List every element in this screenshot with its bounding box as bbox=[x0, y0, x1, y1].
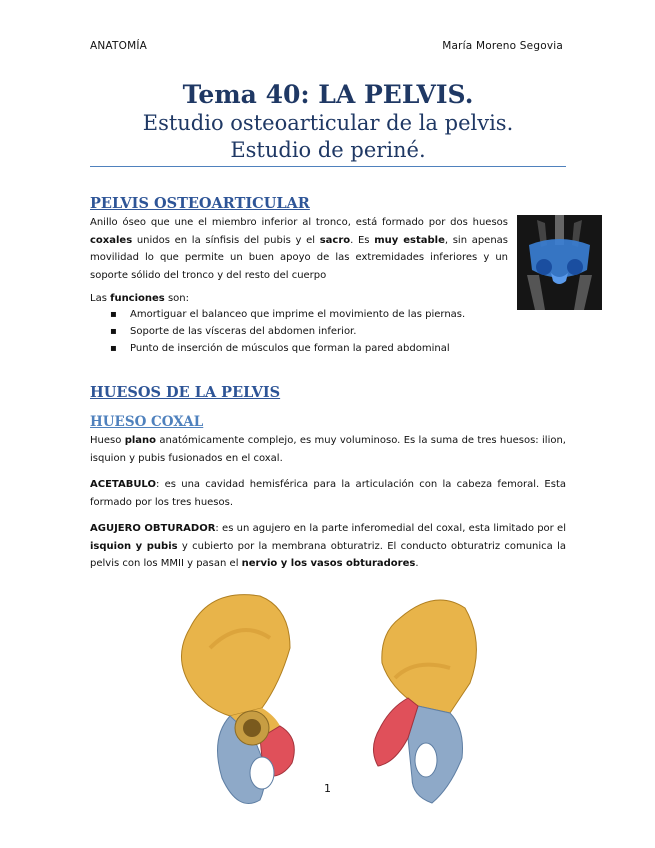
page-subtitle-2: Estudio de periné. bbox=[230, 138, 426, 162]
page-subtitle-1: Estudio osteoarticular de la pelvis. bbox=[142, 111, 514, 135]
page-title: Tema 40: LA PELVIS. bbox=[182, 80, 474, 109]
coxal-medial-view bbox=[373, 600, 476, 803]
paragraph-coxal: Hueso plano anatómicamente complejo, es muy voluminoso. Es la suma de tres huesos: ilion, isquion y pubis fusionados en el coxal. bbox=[90, 435, 566, 464]
title-block bbox=[90, 80, 566, 164]
coxal-lateral-view bbox=[181, 595, 294, 804]
running-header-left: ANATOMÍA bbox=[90, 40, 148, 52]
pelvis-xray-image bbox=[517, 215, 602, 310]
paragraph-acetabulo: ACETABULO: es una cavidad hemisférica para la articulación con la cabeza femoral. Esta formado por los tres huesos. bbox=[90, 479, 566, 508]
page-number: 1 bbox=[324, 782, 331, 795]
paragraph-pelvis-intro: Anillo óseo que une el miembro inferior al tronco, está formado por dos huesos coxales unidos en la sínfisis del pubis y el sacro. Es muy estable, sin apenas movilidad lo que permite un buen apoyo de las extremidades inferiores y un soporte sólido del tronco y del resto del cuerpo bbox=[90, 217, 509, 281]
running-header-right: María Moreno Segovia bbox=[442, 40, 563, 52]
section-heading-huesos: HUESOS DE LA PELVIS bbox=[90, 384, 281, 401]
funciones-intro: Las funciones son: bbox=[90, 293, 189, 304]
section-heading-pelvis-osteoarticular: PELVIS OSTEOARTICULAR bbox=[90, 195, 310, 212]
paragraph-agujero-obturador: AGUJERO OBTURADOR: es un agujero en la parte inferomedial del coxal, esta limitado por el isquion y pubis y cubierto por la membrana obturatriz. El conducto obturatriz comunica la pelvis con los MMII y pasan el nervio y los vasos obturadores. bbox=[90, 523, 567, 569]
title-divider bbox=[90, 166, 566, 167]
list-item: ▪ Soporte de las vísceras del abdomen inferior. bbox=[110, 323, 465, 340]
subsection-heading-coxal: HUESO COXAL bbox=[90, 414, 204, 430]
list-item: ▪ Punto de inserción de músculos que forman la pared abdominal bbox=[110, 340, 465, 357]
funciones-list bbox=[110, 306, 465, 357]
list-item: ▪ Amortiguar el balanceo que imprime el movimiento de las piernas. bbox=[110, 306, 465, 323]
